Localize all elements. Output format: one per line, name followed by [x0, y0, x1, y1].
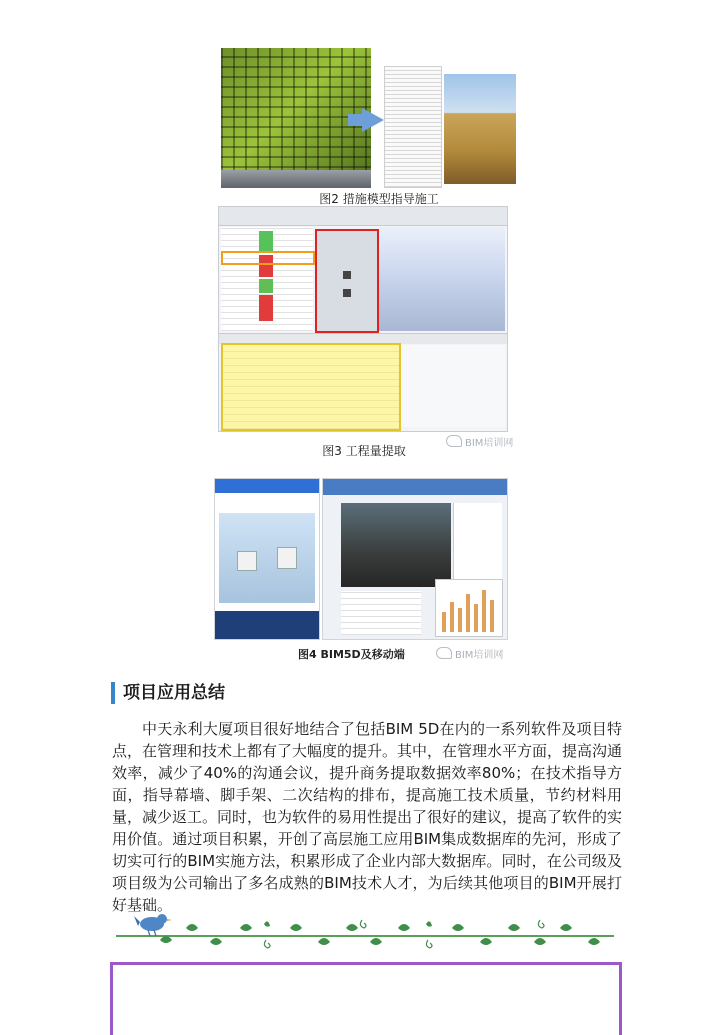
figure-3 [218, 206, 508, 432]
properties-panel [401, 345, 505, 427]
leaf-icon [318, 938, 330, 945]
figure-4-caption: 图4 BIM5D及移动端 [298, 648, 405, 661]
chart-bar [466, 594, 470, 632]
leaf-icon [186, 924, 198, 931]
software-toolbar [219, 207, 507, 226]
mobile-header-bar [215, 479, 319, 493]
mobile-app-screenshot [214, 478, 320, 640]
quantity-table-image [384, 66, 442, 188]
bird-icon [134, 914, 172, 936]
status-cell-green [259, 279, 273, 293]
side-panel [453, 503, 502, 587]
leaf-icon [398, 924, 410, 931]
watermark-logo-icon [436, 647, 452, 659]
model-part [343, 271, 351, 279]
watermark-text: BIM培训网 [465, 438, 514, 449]
leaf-icon [508, 924, 520, 931]
figure-2-caption: 图2 措施模型指导施工 [319, 192, 439, 206]
3d-view-panel [379, 227, 505, 331]
leaf-icon [160, 936, 172, 943]
chart-bar [482, 590, 486, 632]
next-section-frame [110, 962, 622, 1035]
construction-scene-view [341, 503, 451, 587]
watermark-logo-icon [446, 435, 462, 447]
figure-4 [214, 478, 506, 638]
section-title: 项目应用总结 [123, 683, 225, 703]
progress-table [341, 591, 421, 635]
bar-chart-thumbnail [435, 579, 503, 637]
chart-bar [490, 600, 494, 632]
leaf-icon [264, 921, 270, 926]
construction-photo [444, 74, 516, 184]
model-block [277, 547, 297, 569]
vine-decoration [114, 906, 616, 954]
watermark [436, 646, 503, 661]
mobile-nav-bar [215, 611, 319, 639]
status-cell-red [259, 295, 273, 321]
chart-bar [458, 608, 462, 632]
model-part [343, 289, 351, 297]
leaf-icon [240, 924, 252, 931]
section-body: 中天永利大厦项目很好地结合了包括BIM 5D在内的一系列软件及项目特点，在管理和技术上都有了大幅度的提升。其中，在管理水平方面，提高沟通效率，减少了40%的沟通会议，提升商务提取数据效率80%；在技术指导方面，指导幕墙、脚手架、二次结构的排布，提高施工技术质量，节约材料用量，减少返工。同时，也为软件的易用性提出了很好的建议，提高了软件的实用价值。通过项目积累，开创了高层施工应用BIM集成数据库的先河，形成了切实可行的BIM实施方法，积累形成了企业内部大数据库。同时，在公司级及项目级为公司输出了多名成熟的BIM技术人才，为后续其他项目的BIM开展打好基础。 [112, 720, 623, 914]
chart-bar [474, 604, 478, 632]
mobile-model-view [219, 513, 315, 603]
leaf-icon [210, 938, 222, 945]
building-base-image [221, 170, 371, 188]
figure-3-caption: 图3 工程量提取 [322, 444, 406, 458]
selected-row-highlight [221, 251, 315, 265]
desktop-title-bar [323, 479, 507, 495]
leaf-icon [426, 921, 432, 926]
leaf-icon [480, 938, 492, 945]
model-viewport [315, 229, 379, 333]
leaf-icon [560, 924, 572, 931]
leaf-icons [160, 921, 600, 945]
status-cell-green [259, 231, 273, 253]
leaf-icon [346, 924, 358, 931]
bim5d-desktop-screenshot [322, 478, 508, 640]
chart-bar [450, 602, 454, 632]
leaf-icon [588, 938, 600, 945]
section-accent-bar [111, 682, 115, 704]
chart-bar [442, 612, 446, 632]
watermark [446, 434, 513, 449]
leaf-icon [534, 938, 546, 945]
figure-3-wrapper [218, 206, 514, 466]
leaf-icon [452, 924, 464, 931]
model-block [237, 551, 257, 571]
watermark-text: BIM培训网 [455, 650, 504, 661]
leaf-icon [290, 924, 302, 931]
leaf-icon [370, 938, 382, 945]
figure-2 [216, 40, 542, 206]
quantity-results-table [221, 343, 401, 431]
arrow-head-icon [362, 108, 384, 132]
